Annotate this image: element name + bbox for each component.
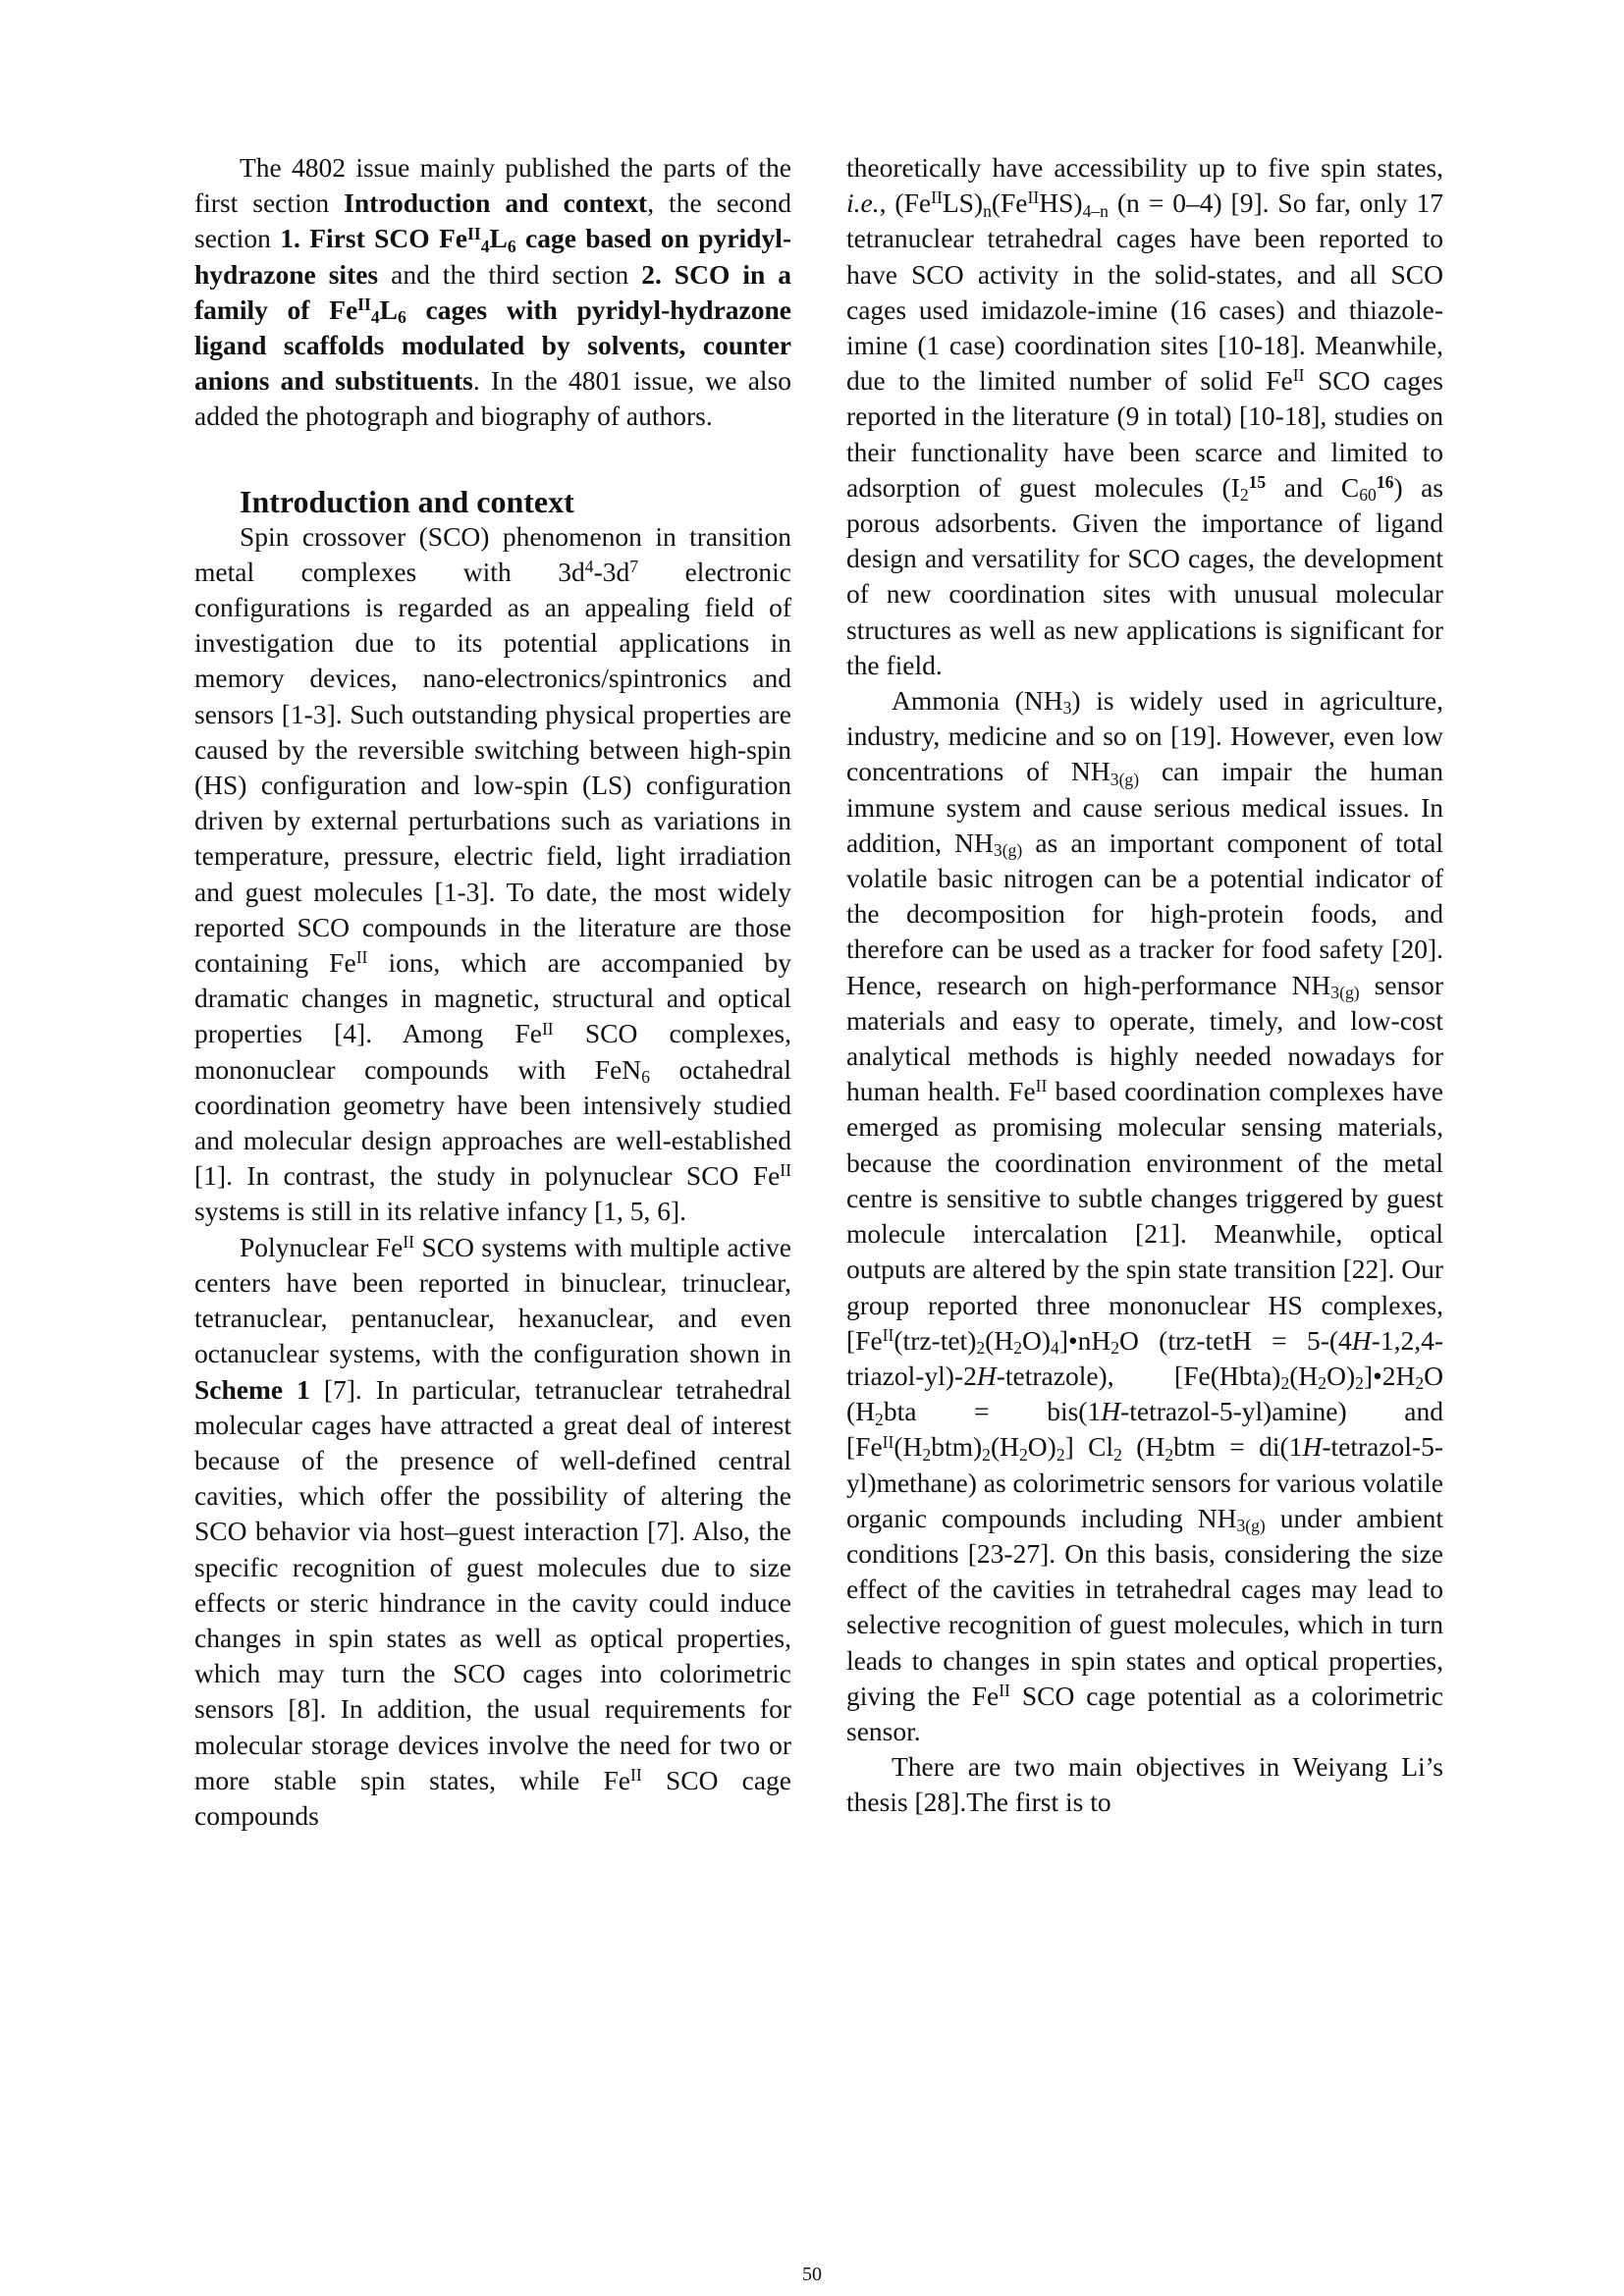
- right-column: [846, 150, 1443, 1821]
- body-paragraph: Polynuclear $Fe^{II}$ SCO systems with multiple active centers have been reported in binuclear, trinuclear, tetranuclear, pentanuclear, hexanuclear, and even octanuclear systems, with the configuration shown in Scheme 1 [7]. In particular, tetranuclear tetrahedral molecular cages have attracted a great deal of interest because of the presence of well-defined central cavities, which offer the possibility of altering the SCO behavior via host–guest interaction [7]. Also, the specific recognition of guest molecules due to size effects or steric hindrance in the cavity could induce changes in spin states as well as optical properties, which may turn the SCO cages into colorimetric sensors [8]. In addition, the usual requirements for molecular storage devices involve the need for two or more stable spin states, while $Fe^{II}$ SCO cage compounds: [194, 1231, 791, 1831]
- body-paragraph: theoretically have accessibility up to five spin states, i.e., $(Fe^{II}LS)_n(Fe^{II}HS)_{4-n}$ (n = 0–4) [9]. So far, only 17 tetranuclear tetrahedral cages have been reported to have SCO activity in the solid-states, and all SCO cages used imidazole-imine (16 cases) and thiazole-imine (1 case) coordination sites [10-18]. Meanwhile, due to the limited number of solid $Fe^{II}$ SCO cages reported in the literature (9 in total) [10-18], studies on their functionality have been scarce and limited to adsorption of guest molecules ($I_2^{15}$ and $C_{60}^{16}$) as porous adsorbents. Given the importance of ligand design and versatility for SCO cages, the development of new coordination sites with unusual molecular structures as well as new applications is significant for the field.: [846, 152, 1443, 680]
- body-paragraph: Spin crossover (SCO) phenomenon in transition metal complexes with $3d^4-3d^7$ electronic configurations is regarded as an appealing field of investigation due to its potential applications in memory devices, nano-electronics/spintronics and sensors [1-3]. Such outstanding physical properties are caused by the reversible switching between high-spin (HS) configuration and low-spin (LS) configuration driven by external perturbations such as variations in temperature, pressure, electric field, light irradiation and guest molecules [1-3]. To date, the most widely reported SCO compounds in the literature are those containing $Fe^{II}$ ions, which are accompanied by dramatic changes in magnetic, structural and optical properties [4]. Among $Fe^{II}$ SCO complexes, mononuclear compounds with FeN$_6$ octahedral coordination geometry have been intensively studied and molecular design approaches are well-established [1]. In contrast, the study in polynuclear SCO $Fe^{II}$ systems is still in its relative infancy [1, 5, 6].: [194, 520, 791, 1227]
- section-heading: Introduction and context: [240, 483, 574, 519]
- body-paragraph: Ammonia $(NH_3)$ is widely used in agriculture, industry, medicine and so on [19]. However, even low concentrations of $NH_{3(g)}$ can impair the human immune system and cause serious medical issues. In addition, $NH_{3(g)}$ as an important component of total volatile basic nitrogen can be a potential indicator of the decomposition for high-protein foods, and therefore can be used as a tracker for food safety [20]. Hence, research on high-performance $NH_{3(g)}$ sensor materials and easy to operate, timely, and low-cost analytical methods is highly needed nowadays for human health. $Fe^{II}$ based coordination complexes have emerged as promising molecular sensing materials, because the coordination environment of the metal centre is sensitive to subtle changes triggered by guest molecule intercalation [21]. Meanwhile, optical outputs are altered by the spin state transition [22]. Our group reported three mononuclear HS complexes, $[Fe^{II}(trz-tet)_2(H_2O)_4]•nH_2O$ (trz-tetH = 5-(4H-1,2,4-triazol-yl)-2H-tetrazole), $[Fe(Hbta)_2(H_2O)_2]•2H_2O$ ($H_2bta$ = bis(1H-tetrazol-5-yl)amine) and $[Fe^{II}(H_2btm)_2(H_2O)_2]$ $Cl_2$ ($H_2btm$ = di(1H-tetrazol-5-yl)methane) as colorimetric sensors for various volatile organic compounds including $NH_{3(g)}$ under ambient conditions [23-27]. On this basis, considering the size effect of the cavities in tetrahedral cages may lead to selective recognition of guest molecules, which in turn leads to changes in spin states and optical properties, giving the $Fe^{II}$ SCO cage potential as a colorimetric sensor.: [846, 685, 1444, 1746]
- intro-paragraph: The 4802 issue mainly published the parts of the first section Introduction and context, the second section 1. First SCO $Fe^{II}_4L_6$ cage based on pyridyl-hydrazone sites and the third section 2. SCO in a family of $Fe^{II}_4L_6$ cages with pyridyl-hydrazone ligand scaffolds modulated by solvents, counter anions and substituents. In the 4801 issue, we also added the photograph and biography of authors.: [194, 152, 791, 432]
- left-column: [194, 150, 791, 1834]
- page-number: 50: [802, 2264, 822, 2285]
- body-paragraph: There are two main objectives in Weiyang Li’s thesis [28].The first is to: [846, 1751, 1443, 1818]
